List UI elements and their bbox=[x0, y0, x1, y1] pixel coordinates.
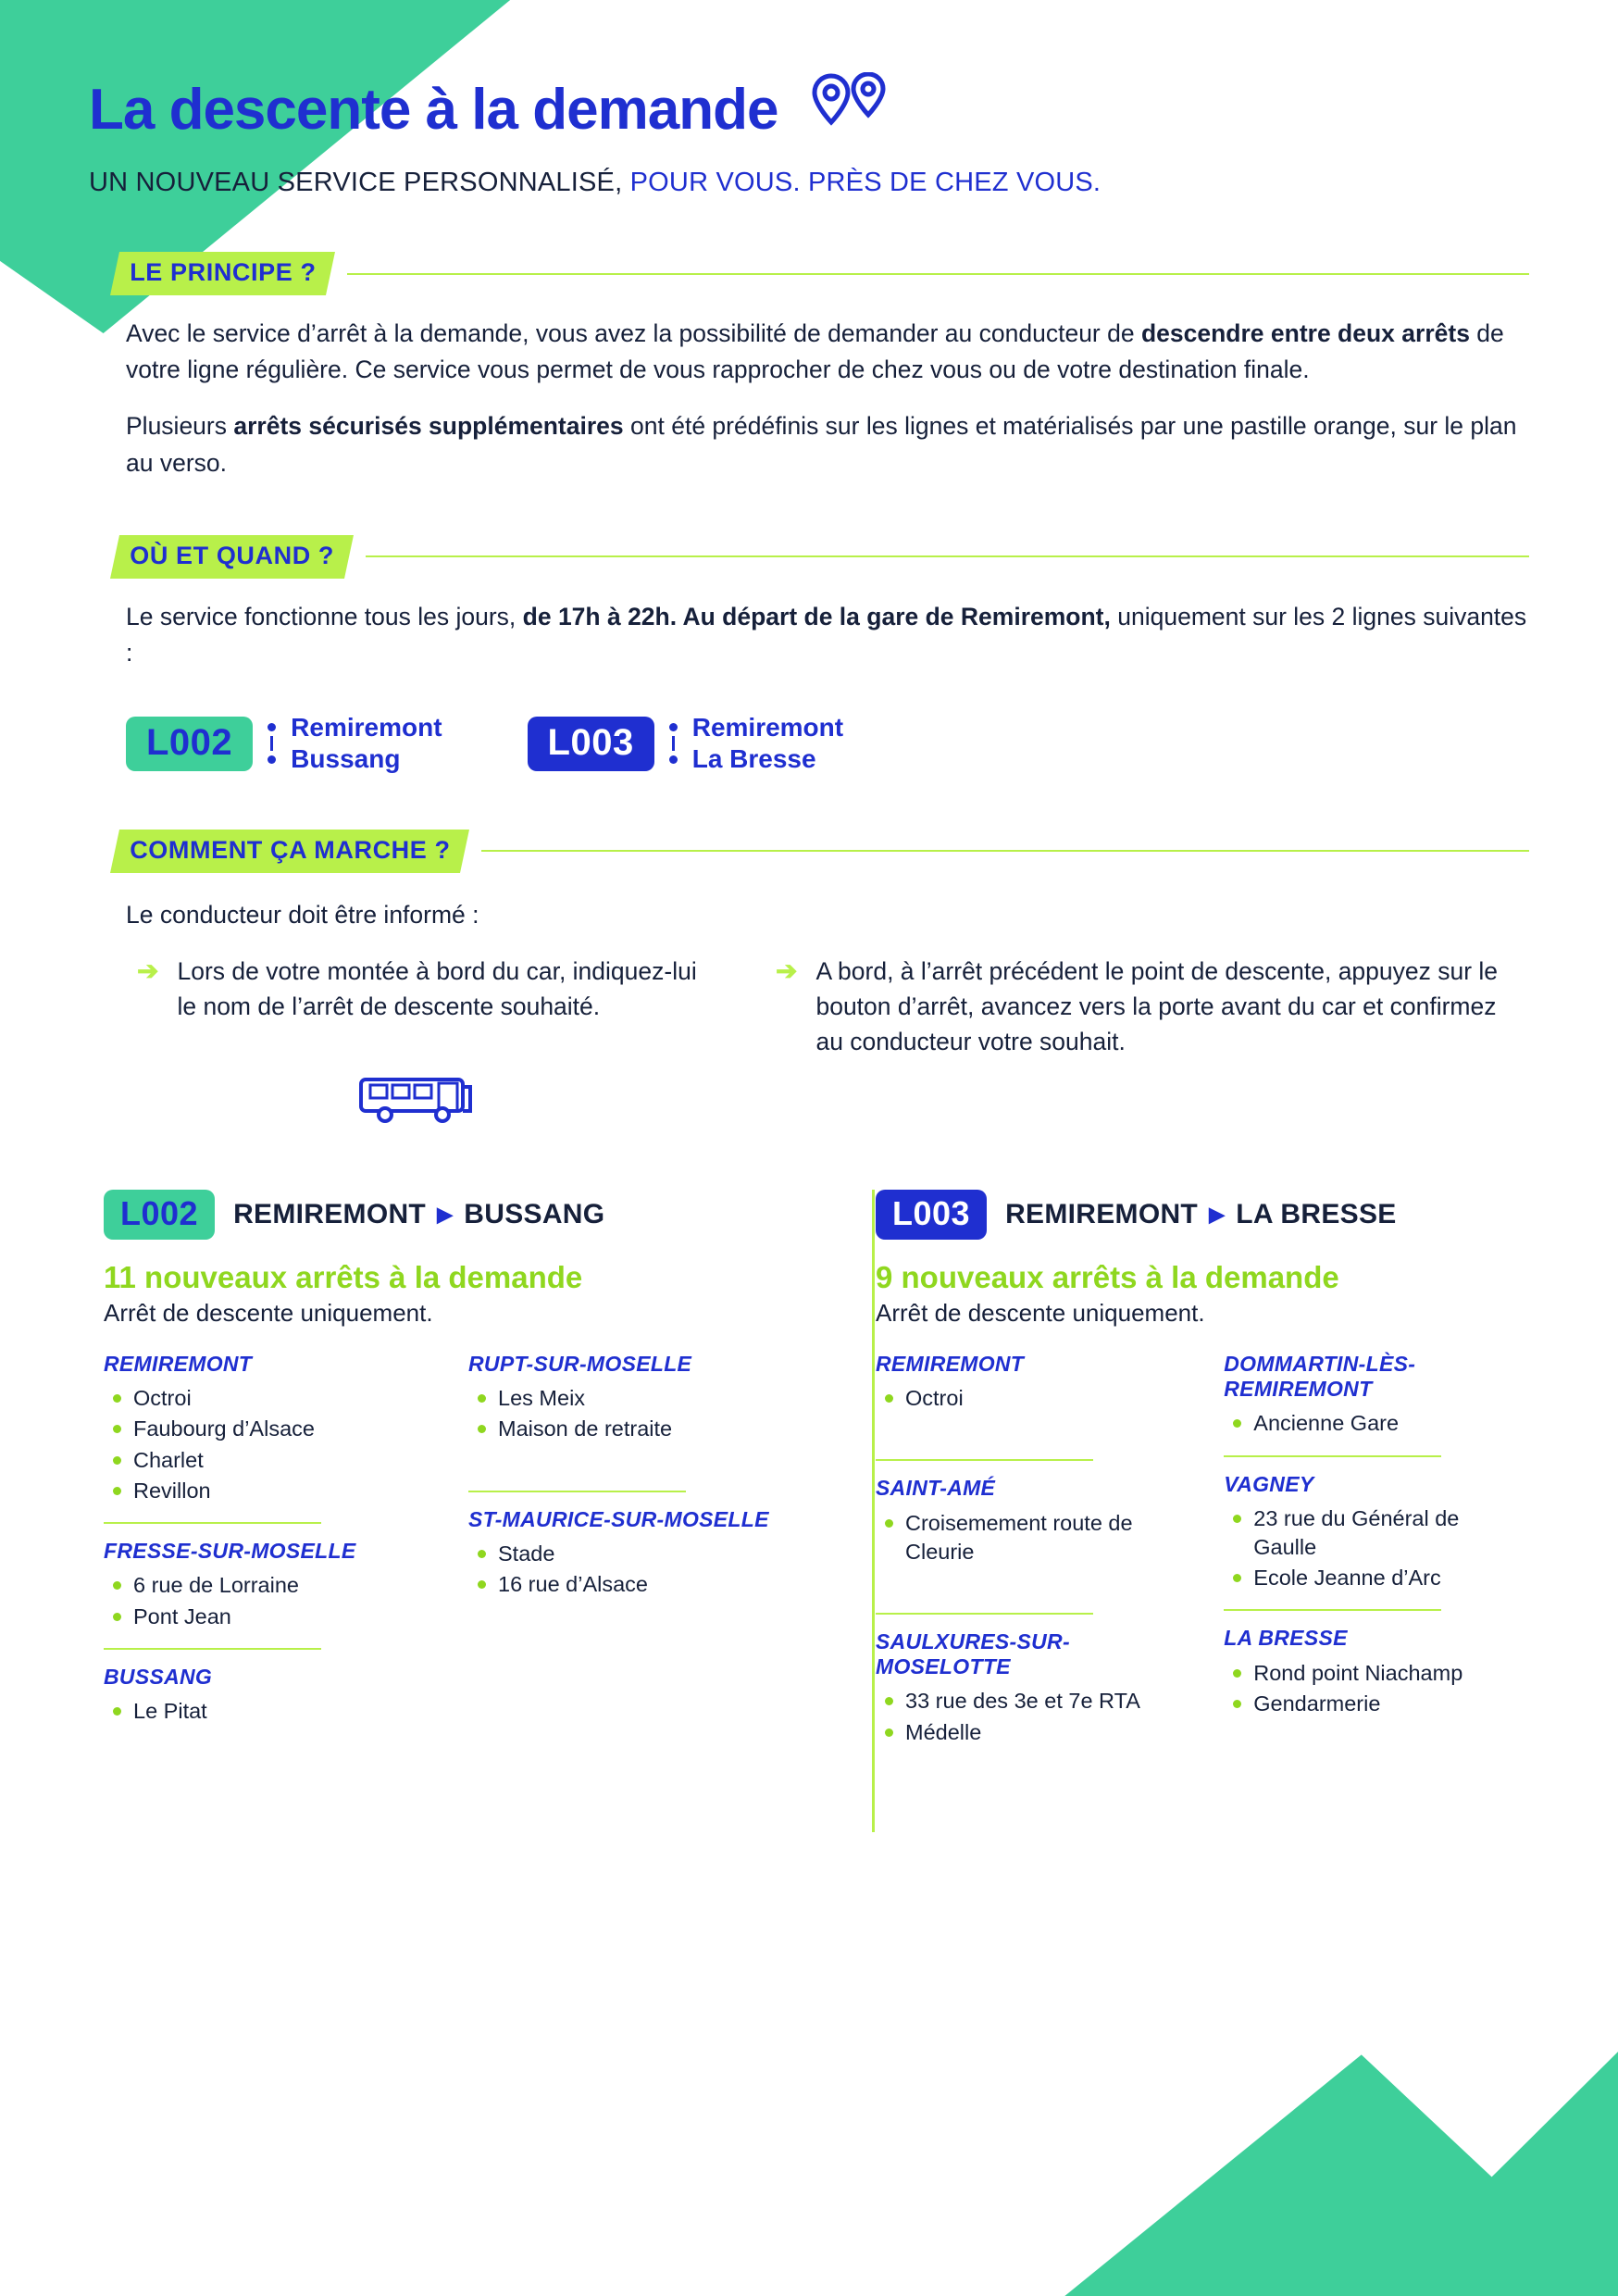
town-name: REMIREMONT bbox=[876, 1352, 1025, 1377]
stops-column-l002-2 bbox=[468, 1352, 774, 1728]
section-rule bbox=[347, 273, 1529, 275]
stop-list bbox=[1229, 1659, 1514, 1719]
line-connector-icon bbox=[268, 716, 276, 771]
section-header-ou-quand bbox=[89, 535, 1529, 579]
route-to-l003: LA BRESSE bbox=[1236, 1199, 1397, 1230]
route-title-l002 bbox=[233, 1199, 604, 1230]
section-header-principe bbox=[89, 252, 1529, 295]
route-column-l003 bbox=[792, 1190, 1514, 1749]
town-name: SAINT-AMÉ bbox=[876, 1476, 996, 1501]
list-item: Les Meix bbox=[474, 1384, 774, 1413]
list-item: 23 rue du Général de Gaulle bbox=[1229, 1504, 1514, 1563]
stop-group bbox=[468, 1507, 774, 1600]
route-from-l003: REMIREMONT bbox=[1005, 1199, 1199, 1230]
group-separator bbox=[876, 1459, 1093, 1461]
town-name: VAGNEY bbox=[1224, 1471, 1314, 1496]
line-from-l002: Remiremont bbox=[291, 713, 442, 742]
list-item: 6 rue de Lorraine bbox=[109, 1571, 437, 1600]
stop-list bbox=[474, 1540, 774, 1600]
principe-p2-c: ont été prédéfinis sur les lignes et matérialisés par une pastille orange, sur le plan au verso. bbox=[126, 412, 1517, 477]
howto-step-1-text: Lors de votre montée à bord du car, indiquez-lui le nom de l’arrêt de descente souhaité. bbox=[177, 956, 697, 1020]
list-item: Pont Jean bbox=[109, 1603, 437, 1631]
line-destination-l003 bbox=[692, 712, 843, 775]
route-column-l002 bbox=[104, 1190, 792, 1749]
group-separator bbox=[1224, 1609, 1441, 1611]
stop-group bbox=[876, 1629, 1192, 1747]
ou-quand-a: Le service fonctionne tous les jours, bbox=[126, 602, 523, 630]
town-name: REMIREMONT bbox=[104, 1352, 253, 1377]
stop-group bbox=[1224, 1626, 1514, 1718]
stop-list bbox=[109, 1384, 437, 1505]
list-item: Maison de retraite bbox=[474, 1415, 774, 1443]
page-subtitle bbox=[89, 168, 1529, 198]
line-block-l002 bbox=[126, 712, 442, 775]
howto-step-2 bbox=[776, 954, 1516, 1059]
town-name: LA BRESSE bbox=[1224, 1626, 1348, 1651]
stop-list bbox=[1229, 1409, 1514, 1438]
line-from-l003: Remiremont bbox=[691, 713, 844, 742]
list-item: Revillon bbox=[109, 1477, 437, 1505]
list-item: Stade bbox=[474, 1540, 774, 1568]
route-sub-l002: Arrêt de descente uniquement. bbox=[104, 1299, 433, 1328]
list-item: 16 rue d’Alsace bbox=[474, 1570, 774, 1599]
principe-paragraph-1 bbox=[126, 316, 1529, 388]
page-title: La descente à la demande bbox=[89, 77, 778, 142]
line-badge-l003: L003 bbox=[528, 717, 654, 771]
section-tag-principe: LE PRINCIPE ? bbox=[110, 252, 335, 295]
list-item: Faubourg d’Alsace bbox=[109, 1415, 437, 1443]
town-name: BUSSANG bbox=[104, 1664, 213, 1689]
stop-list bbox=[109, 1697, 437, 1726]
line-block-l003 bbox=[528, 712, 844, 775]
principe-p1-c: de votre ligne régulière. Ce service vous permet de vous rapprocher de chez vous ou de votre destination finale. bbox=[126, 319, 1504, 384]
title-row bbox=[89, 72, 1529, 147]
route-title-l003 bbox=[1005, 1199, 1397, 1230]
subtitle-black: UN NOUVEAU SERVICE PERSONNALISÉ, bbox=[89, 168, 623, 197]
poster-header bbox=[89, 0, 1529, 198]
stop-group bbox=[876, 1352, 1192, 1413]
subtitle-blue: POUR VOUS. PRÈS DE CHEZ VOUS. bbox=[629, 168, 1101, 197]
section-rule bbox=[366, 555, 1529, 557]
list-item: Octroi bbox=[881, 1384, 1192, 1413]
route-header-l002 bbox=[104, 1190, 792, 1240]
stop-group bbox=[468, 1352, 774, 1444]
stop-group bbox=[1224, 1472, 1514, 1593]
principe-p1-bold: descendre entre deux arrêts bbox=[1140, 319, 1470, 347]
group-separator bbox=[1224, 1455, 1441, 1457]
list-item: Ancienne Gare bbox=[1229, 1409, 1514, 1438]
bus-icon bbox=[357, 1072, 1529, 1132]
principe-p1-a: Avec le service d’arrêt à la demande, vous avez la possibilité de demander au conducteur de bbox=[126, 319, 1141, 347]
route-badge-l003: L003 bbox=[876, 1190, 987, 1240]
route-header-l003 bbox=[876, 1190, 1514, 1240]
principe-paragraph-2 bbox=[126, 408, 1529, 480]
triangle-right-icon: ▶ bbox=[1209, 1203, 1226, 1227]
town-name: FRESSE-SUR-MOSELLE bbox=[104, 1539, 356, 1564]
stop-list bbox=[474, 1384, 774, 1444]
route-from-l002: REMIREMONT bbox=[233, 1199, 427, 1230]
town-name: DOMMARTIN-LÈS-REMIREMONT bbox=[1224, 1352, 1416, 1402]
ou-quand-paragraph bbox=[126, 599, 1529, 671]
stop-list bbox=[1229, 1504, 1514, 1593]
stop-list bbox=[881, 1687, 1192, 1747]
lines-row bbox=[126, 712, 1529, 775]
routes-section bbox=[89, 1190, 1529, 1749]
list-item: Rond point Niachamp bbox=[1229, 1659, 1514, 1688]
route-count-l003: 9 nouveaux arrêts à la demande bbox=[876, 1260, 1339, 1295]
section-tag-comment: COMMENT ÇA MARCHE ? bbox=[110, 830, 469, 873]
stop-list bbox=[881, 1509, 1192, 1567]
routes-divider bbox=[872, 1190, 875, 1832]
stop-list bbox=[881, 1384, 1192, 1413]
line-connector-icon bbox=[669, 716, 678, 771]
section-header-comment bbox=[89, 830, 1529, 873]
town-name: SAULXURES-SUR-MOSELOTTE bbox=[876, 1629, 1070, 1679]
ou-quand-c: uniquement sur les 2 lignes suivantes : bbox=[126, 602, 1527, 668]
comment-intro: Le conducteur doit être informé : bbox=[126, 900, 479, 929]
section-rule bbox=[481, 850, 1529, 852]
list-item: Médelle bbox=[881, 1718, 1192, 1747]
decorative-shape-bottom bbox=[1053, 2000, 1618, 2296]
howto-step-2-text: A bord, à l’arrêt précédent le point de descente, appuyez sur le bouton d’arrêt, avancez vers la porte avant du car et confirmez au conducteur votre souhait. bbox=[815, 956, 1499, 1055]
town-name: ST-MAURICE-SUR-MOSELLE bbox=[468, 1506, 769, 1531]
list-item: Octroi bbox=[109, 1384, 437, 1413]
stop-list bbox=[109, 1571, 437, 1631]
group-separator bbox=[104, 1522, 321, 1524]
principe-p2-a: Plusieurs bbox=[126, 412, 234, 441]
group-separator bbox=[876, 1613, 1093, 1615]
stops-column-l003-1 bbox=[876, 1352, 1192, 1749]
list-item: 33 rue des 3e et 7e RTA bbox=[881, 1687, 1192, 1716]
stop-group bbox=[104, 1539, 437, 1631]
group-separator bbox=[468, 1491, 686, 1492]
route-sub-l003: Arrêt de descente uniquement. bbox=[876, 1299, 1205, 1328]
stops-column-l002-1 bbox=[104, 1352, 437, 1728]
howto-step-1 bbox=[137, 954, 711, 1059]
line-badge-l002: L002 bbox=[126, 717, 253, 771]
stop-group bbox=[876, 1476, 1192, 1566]
route-badge-l002: L002 bbox=[104, 1190, 215, 1240]
line-to-l002: Bussang bbox=[291, 744, 401, 774]
route-count-l002: 11 nouveaux arrêts à la demande bbox=[104, 1260, 583, 1295]
map-pin-icon bbox=[807, 72, 896, 138]
group-separator bbox=[104, 1648, 321, 1650]
list-item: Le Pitat bbox=[109, 1697, 437, 1726]
stop-group bbox=[104, 1665, 437, 1726]
list-item: Croisemement route de Cleurie bbox=[881, 1509, 1192, 1567]
stops-grid-l002 bbox=[104, 1352, 792, 1728]
principe-p2-bold: arrêts sécurisés supplémentaires bbox=[233, 412, 624, 441]
howto-columns bbox=[137, 954, 1529, 1059]
triangle-right-icon: ▶ bbox=[437, 1203, 454, 1227]
stops-column-l003-2 bbox=[1224, 1352, 1514, 1749]
list-item: Ecole Jeanne d’Arc bbox=[1229, 1564, 1514, 1592]
list-item: Charlet bbox=[109, 1446, 437, 1475]
stop-group bbox=[1224, 1352, 1514, 1439]
route-to-l002: BUSSANG bbox=[464, 1199, 605, 1230]
list-item: Gendarmerie bbox=[1229, 1690, 1514, 1718]
arrow-right-icon: ➔ bbox=[776, 955, 798, 985]
arrow-right-icon: ➔ bbox=[137, 955, 159, 985]
line-to-l003: La Bresse bbox=[691, 744, 816, 774]
town-name: RUPT-SUR-MOSELLE bbox=[468, 1352, 692, 1377]
ou-quand-bold: de 17h à 22h. Au départ de la gare de Remiremont, bbox=[522, 602, 1111, 630]
line-destination-l002 bbox=[291, 712, 442, 775]
stop-group bbox=[104, 1352, 437, 1505]
section-tag-ou-quand: OÙ ET QUAND ? bbox=[110, 535, 354, 579]
stops-grid-l003 bbox=[876, 1352, 1514, 1749]
